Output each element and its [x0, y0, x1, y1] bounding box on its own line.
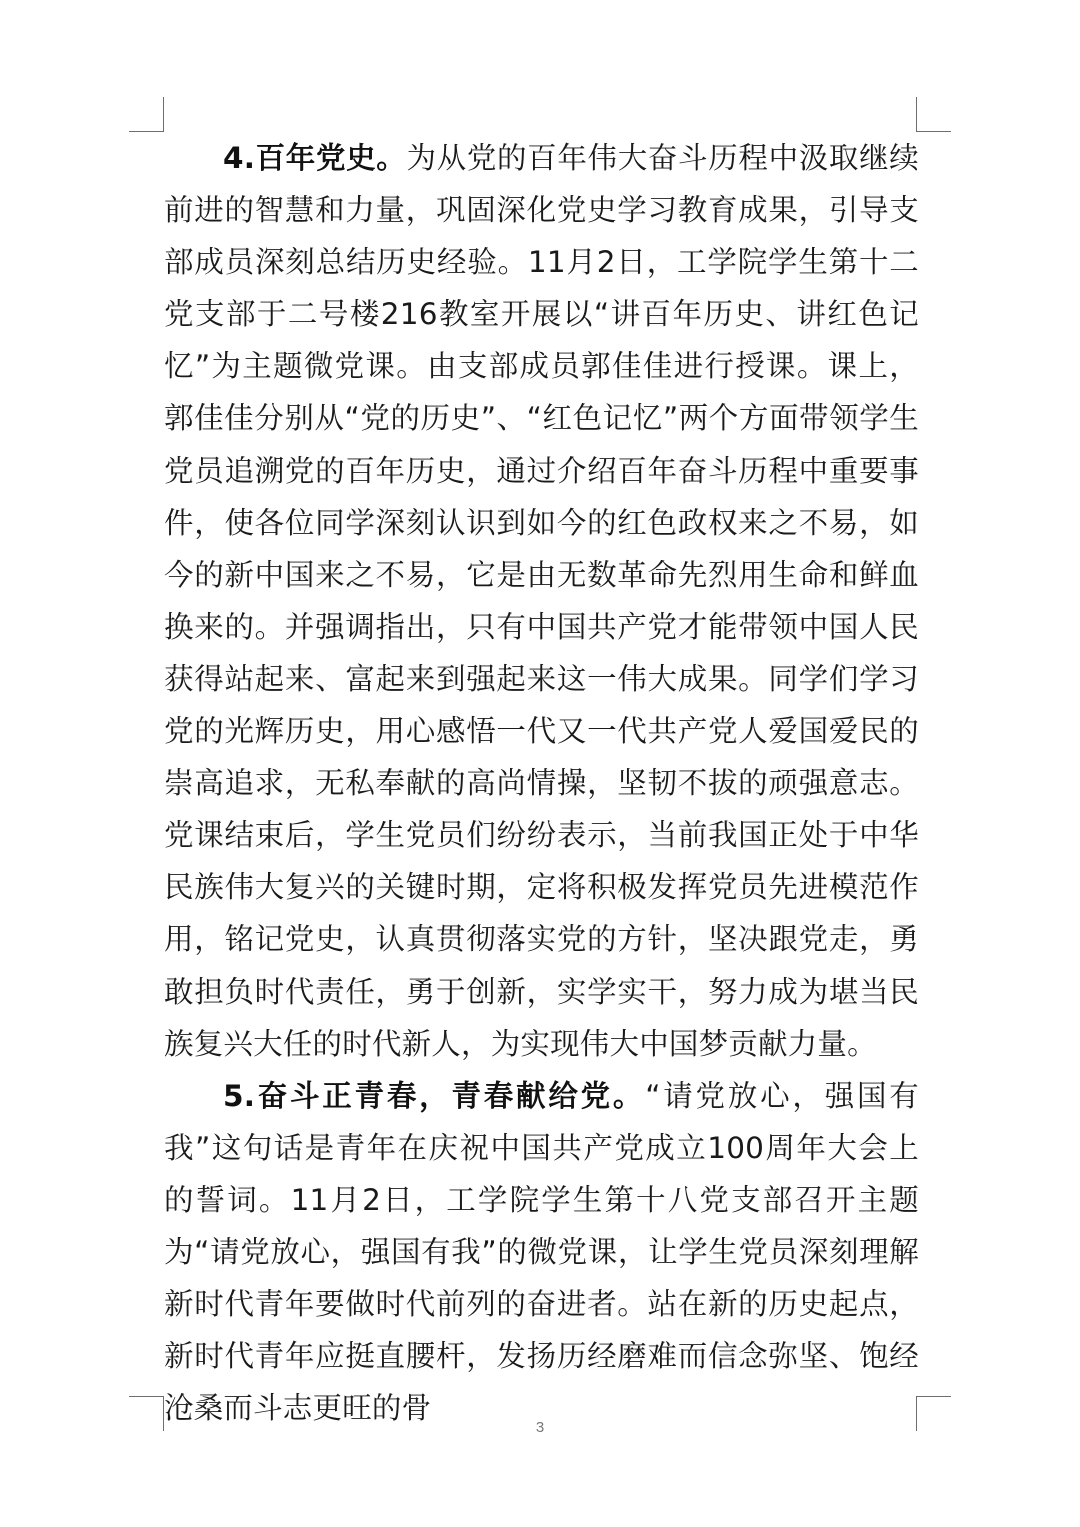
body-text [164, 132, 919, 1434]
page-number: 3 [535, 1419, 545, 1436]
paragraph-party-history [164, 132, 919, 1070]
section-body: “请党放心，强国有我”这句话是青年在庆祝中国共产党成立100周年大会上的誓词。11月2日，工学院学生第十八党支部召开主题为“请党放心，强国有我”的微党课，让学生党员深刻理解新时代青年要做时代前列的奋进者。站在新的历史起点，新时代青年应挺直腰杆，发扬历经磨难而信念弥坚、饱经沧桑而斗志更旺的骨 [164, 1078, 919, 1426]
crop-mark-top-right [916, 97, 951, 132]
section-heading: 4.百年党史。 [223, 141, 407, 175]
paragraph-youth-for-party [164, 1070, 919, 1435]
section-heading: 5.奋斗正青春，青春献给党。 [223, 1078, 646, 1113]
section-body: 为从党的百年伟大奋斗历程中汲取继续前进的智慧和力量，巩固深化党史学习教育成果，引导支部成员深刻总结历史经验。11月2日，工学院学生第十二党支部于二号楼216教室开展以“讲百年历史、讲红色记忆”为主题微党课。由支部成员郭佳佳进行授课。课上，郭佳佳分别从“党的历史”、“红色记忆”两个方面带领学生党员追溯党的百年历史，通过介绍百年奋斗历程中重要事件，使各位同学深刻认识到如今的红色政权来之不易，如今的新中国来之不易，它是由无数革命先烈用生命和鲜血换来的。并强调指出，只有中国共产党才能带领中国人民获得站起来、富起来到强起来这一伟大成果。同学们学习党的光辉历史，用心感悟一代又一代共产党人爱国爱民的崇高追求，无私奉献的高尚情操，坚韧不拔的顽强意志。党课结束后，学生党员们纷纷表示，当前我国正处于中华民族伟大复兴的关键时期，定将积极发挥党员先进模范作用，铭记党史，认真贯彻落实党的方针，坚决跟党走，勇敢担负时代责任，勇于创新，实学实干，努力成为堪当民族复兴大任的时代新人，为实现伟大中国梦贡献力量。 [164, 141, 919, 1061]
crop-mark-top-left [129, 97, 164, 132]
